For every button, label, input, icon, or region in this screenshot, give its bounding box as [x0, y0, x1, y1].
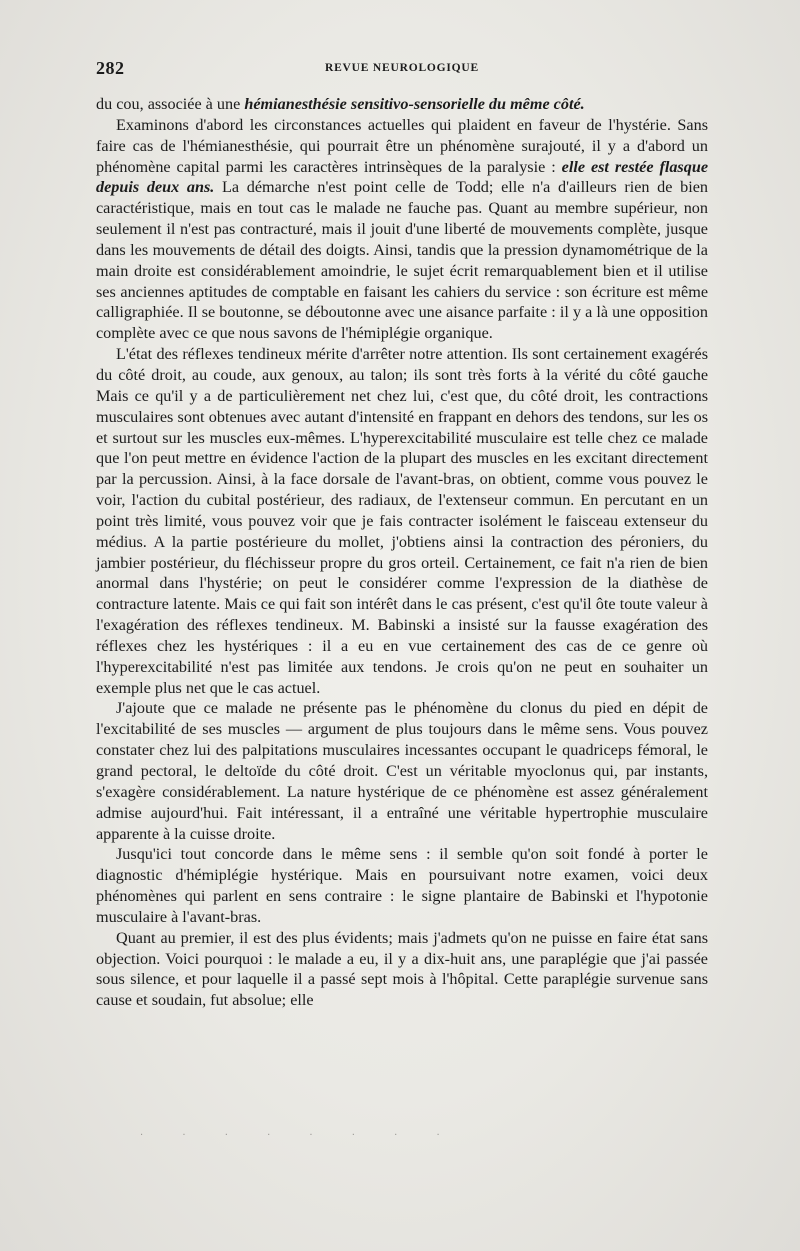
paragraph-4: J'ajoute que ce malade ne présente pas le phénomène du clonus du pied en dépit de l'excitabilité de ses muscles — argument de plus toujours dans le même sens. Vous pouvez constater chez lui des palpitations musculaires incessantes occupant le quadriceps fémoral, le grand pectoral, le deltoïde du côté droit. C'est un véritable myoclonus qui, par instants, s'exagère considérablement. La nature hystérique de ce phénomène est assez généralement admise aujourd'hui. Fait intéressant, il a entraîné une véritable hypertrophie musculaire apparente à la cuisse droite.: [96, 699, 708, 843]
emphasis-hemianesthesie: hémianesthésie sensitivo-sensorielle du même côté.: [244, 95, 585, 113]
paragraph-3: L'état des réflexes tendineux mérite d'arrêter notre attention. Ils sont certainement exagérés du côté droit, au coude, aux genoux, au talon; ils sont très forts à la vérité du côté gauche Mais ce qu'il y a de particulièrement net chez lui, c'est que, du côté droit, les contractions musculaires sont obtenues avec autant d'intensité en frappant en dehors des tendons, sur les os et surtout sur les muscles eux-mêmes. L'hyperexcitabilité musculaire est telle chez ce malade que l'on peut mettre en évidence l'action de la plupart des muscles en les excitant directement par la percussion. Ainsi, à la face dorsale de l'avant-bras, on obtient, comme vous pouvez le voir, l'action du cubital postérieur, des radiaux, de l'extenseur commun. En percutant en un point très limité, vous pouvez voir que je fais contracter isolément le faisceau extenseur du médius. A la partie postérieure du mollet, j'obtiens ainsi la contraction des péroniers, du jambier postérieur, du fléchisseur propre du gros orteil. Certainement, ce fait n'a rien de bien anormal dans l'hystérie; on peut le considérer comme l'expression de la diathèse de contracture latente. Mais ce qui fait son intérêt dans le cas présent, c'est qu'il ôte toute valeur à l'exagération des réflexes tendineux. M. Babinski a insisté sur la fausse exagération des réflexes chez les hystériques : il a eu en vue certainement des cas de ce genre où l'hyperexcitabilité n'est pas limitée aux tendons. Je crois qu'on ne peut en souhaiter un exemple plus net que le cas actuel.: [96, 345, 708, 697]
paragraph-6: Quant au premier, il est des plus évidents; mais j'admets qu'on ne puisse en faire état sans objection. Voici pourquoi : le malade a eu, il y a dix-huit ans, une paraplégie que j'ai passée sous silence, et pour laquelle il a passé sept mois à l'hôpital. Cette paraplégie survenue sans cause et soudain, fut absolue; elle: [96, 928, 708, 1010]
paragraph-1: du cou, associée à une hémianesthésie sensitivo-sensorielle du même côté.: [96, 95, 585, 113]
running-title: REVUE NEUROLOGIQUE: [324, 62, 480, 74]
paragraph-5: Jusqu'ici tout concorde dans le même sens : il semble qu'on soit fondé à porter le diagnostic d'hémiplégie hystérique. Mais en poursuivant notre examen, voici deux phénomènes qui parlent en sens contraire : le signe plantaire de Babinski et l'hypotonie musculaire à l'avant-bras.: [96, 845, 708, 926]
page-header: [96, 58, 708, 82]
page-number: 282: [96, 58, 125, 78]
scan-specks: · · · · · · · ·: [140, 1130, 458, 1141]
paragraph-2: Examinons d'abord les circonstances actuelles qui plaident en faveur de l'hystérie. Sans faire cas de l'hémianesthésie, qui pourrait être un phénomène surajouté, il y a d'abord un phénomène capital parmi les caractères intrinsèques de la paralysie : elle est restée flasque depuis deux ans. La démarche n'est point celle de Todd; elle n'a d'ailleurs rien de bien caractéristique, mais en tout cas le malade ne fauche pas. Quant au membre supérieur, non seulement il n'est pas contracturé, mais il jouit d'une liberté de mouvements complète, jusque dans les mouvements de détail des doigts. Ainsi, tandis que la pression dynamométrique de la main droite est considérablement amoindrie, le sujet écrit remarquablement bien et il utilise ses anciennes aptitudes de comptable en faisant les cahiers du service : son écriture est même calligraphiée. Il se boutonne, se déboutonne avec une aisance parfaite : il y a là une opposition complète avec ce que nous savons de l'hémiplégie organique.: [96, 115, 709, 343]
body-text: [96, 94, 708, 1011]
emphasis-flasque: elle est restée flasque depuis deux ans.: [96, 157, 709, 197]
